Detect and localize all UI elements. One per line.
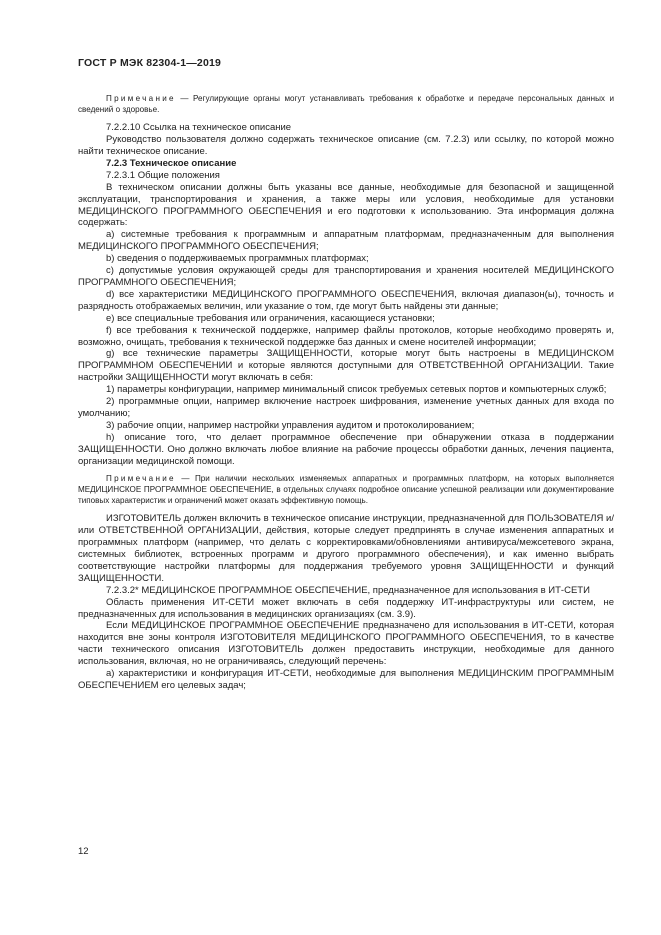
page-body: [78, 94, 614, 692]
list-item: g) все технические параметры ЗАЩИЩЕННОСТИ, которые могут быть настроены в МЕДИЦИНСКОМ ПРОГРАММНОМ ОБЕСПЕЧЕНИИ и которые являются доступными для ОТВЕТСТВЕННОЙ ОРГАНИЗАЦИИ. Такие настройки ЗАЩИЩЕННОСТИ могут включать в себя:: [78, 348, 614, 384]
body-paragraph: В техническом описании должны быть указаны все данные, необходимые для безопасной и защищенной эксплуатации, транспортирования и хранения, а также меры или условия, необходимые для установки МЕДИЦИНСКОГО ПРОГРАММНОГО ОБЕСПЕЧЕНИЯ и его подготовки к использованию. Эта информация должна содержать:: [78, 181, 614, 229]
page-number: 12: [78, 846, 89, 857]
list-item: a) характеристики и конфигурация ИТ-СЕТИ, необходимые для выполнения МЕДИЦИНСКИМ ПРОГРАММНЫМ ОБЕСПЕЧЕНИЕМ его целевых задач;: [78, 668, 614, 691]
list-item: e) все специальные требования или ограничения, касающиеся установки;: [106, 312, 435, 324]
list-item: f) все требования к технической поддержке, например файлы протоколов, которые необходимо проверять и, возможно, очищать, требования к технической поддержке баз данных и смене носителей информации;: [78, 324, 614, 348]
sub-list-item: 3) рабочие опции, например настройки управления аудитом и протоколированием;: [106, 419, 475, 431]
list-item: b) сведения о поддерживаемых программных платформах;: [106, 253, 369, 265]
note-text: — При наличии нескольких изменяемых аппаратных и программных платформ, на которых выполняется МЕДИЦИНСКОЕ ПРОГРАММНОЕ ОБЕСПЕЧЕНИЕ, в отдельных случаях подробное описание успешной реализации или документирование типовых характеристик и ограничений может оказать эффективную помощь.: [78, 474, 614, 505]
body-paragraph: Если МЕДИЦИНСКОЕ ПРОГРАММНОЕ ОБЕСПЕЧЕНИЕ предназначено для использования в ИТ-СЕТИ, которая находится вне зоны контроля ИЗГОТОВИТЕЛЯ МЕДИЦИНСКОГО ПРОГРАММНОГО ОБЕСПЕЧЕНИЯ, то в качестве части технического описания ИЗГОТОВИТЕЛЬ должен предоставить инструкции, необходимые для данного использования, включая, но не ограничиваясь, следующий перечень:: [78, 620, 614, 668]
sub-list-item: 2) программные опции, например включение настроек шифрования, изменение учетных данных для входа по умолчанию;: [78, 396, 614, 419]
list-item: h) описание того, что делает программное обеспечение при обнаружении отказа в поддержании ЗАЩИЩЕННОСТИ. Оно должно включать любое влияние на рабочие процессы обработки данных, лечения пациента, организации медицинской помощи.: [78, 431, 614, 467]
clause-heading: 7.2.3.1 Общие положения: [106, 169, 220, 181]
note-paragraph: [78, 474, 614, 506]
clause-heading: 7.2.2.10 Ссылка на техническое описание: [106, 122, 292, 134]
note-paragraph: [78, 94, 614, 115]
note-label: Примечание: [106, 94, 176, 103]
list-item: c) допустимые условия окружающей среды для транспортирования и хранения носителей МЕДИЦИНСКОГО ПРОГРАММНОГО ОБЕСПЕЧЕНИЯ;: [78, 265, 614, 288]
body-paragraph: Область применения ИТ-СЕТИ может включать в себя поддержку ИТ-инфраструктуры или систем, не предназначенных для использования в медицинских организациях (см. 3.9).: [78, 596, 614, 620]
body-paragraph: Руководство пользователя должно содержать техническое описание (см. 7.2.3) или ссылку, по которой можно найти техническое описание.: [78, 134, 614, 157]
list-item: d) все характеристики МЕДИЦИНСКОГО ПРОГРАММНОГО ОБЕСПЕЧЕНИЯ, включая диапазон(ы), точность и разрядность отображаемых величин, или указание о том, где могут быть найдены эти данные;: [78, 288, 614, 312]
list-item: a) системные требования к программным и аппаратным платформам, предназначенным для выполнения МЕДИЦИНСКОГО ПРОГРАММНОГО ОБЕСПЕЧЕНИЯ;: [78, 229, 614, 253]
note-label: Примечание: [106, 474, 176, 484]
section-heading: 7.2.3 Техническое описание: [106, 157, 237, 169]
clause-heading: 7.2.3.2* МЕДИЦИНСКОЕ ПРОГРАММНОЕ ОБЕСПЕЧЕНИЕ, предназначенное для использования в ИТ-СЕТИ: [106, 584, 590, 596]
sub-list-item: 1) параметры конфигурации, например минимальный список требуемых сетевых портов и компьютерных служб;: [106, 384, 607, 396]
body-paragraph: ИЗГОТОВИТЕЛЬ должен включить в техническое описание инструкции, предназначенной для ПОЛЬЗОВАТЕЛЯ и/или ОТВЕТСТВЕННОЙ ОРГАНИЗАЦИИ, действия, которые следует предпринять в случае изменения аппаратных и программных платформ (например, что делать с корректировками/обновлениями антивируса/межсетевого экрана, системных библиотек, встроенных программ и другого программного обеспечения), и как именно выбрать соответствующие настройки платформы для поддержания требуемого уровня ЗАЩИЩЕННОСТИ и функций ЗАЩИЩЕННОСТИ.: [78, 513, 614, 584]
note-text: — Регулирующие органы могут устанавливать требования к обработке и передаче персональных данных и сведений о здоровье.: [78, 94, 614, 114]
page-header-standard-title: ГОСТ Р МЭК 82304-1—2019: [78, 57, 222, 69]
